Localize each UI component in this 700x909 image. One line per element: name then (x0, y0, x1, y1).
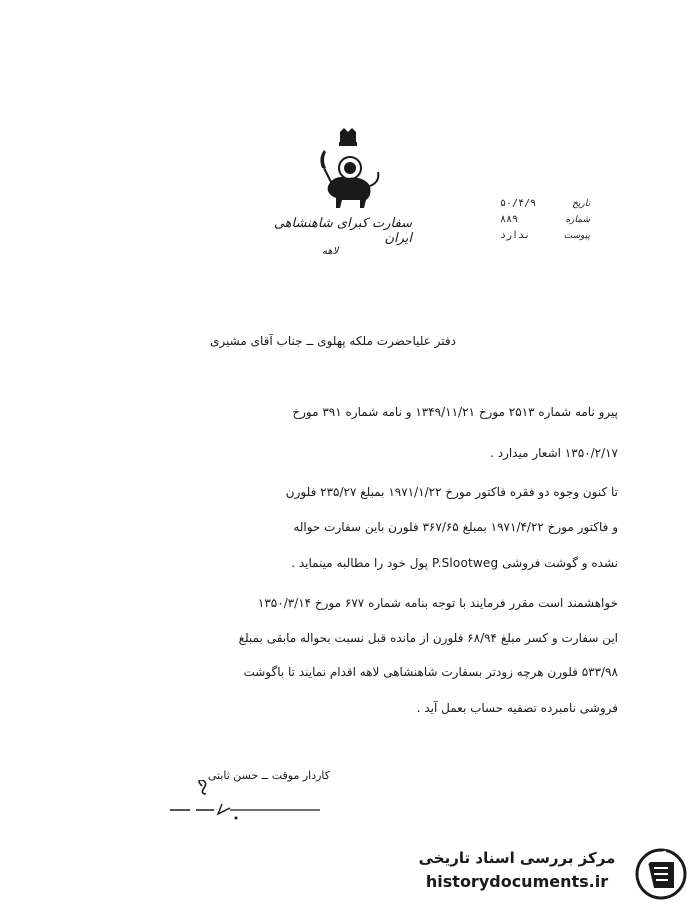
date-label: تاریخ (572, 199, 590, 209)
body-line: ۱۳۵۰/۲/۱۷ اشعار میدارد . (490, 446, 618, 460)
signer-line: کاردار موقت ــ حسن ثابتی (207, 769, 330, 782)
body-line: فروشی نامبرده تصفیه حساب بعمل آید . (416, 701, 618, 715)
date-value: ۵۰/۴/۹ (500, 198, 537, 209)
watermark-url: historydocuments.ir (425, 872, 609, 891)
attachment-row (500, 228, 590, 244)
attachment-value: ندارد (500, 230, 531, 241)
body-line: و فاکتور مورخ ۱۹۷۱/۴/۲۲ بمبلغ ۳۶۷/۶۵ فلورن باین سفارت حواله (293, 520, 618, 534)
body-line: خواهشمند است مقرر فرمایند با توجه بنامه شماره ۶۷۷ مورخ ۱۳۵۰/۳/۱۴ (257, 596, 618, 610)
addressee-line: دفتر علیاحضرت ملکه پهلوی ــ جناب آقای مشیری (210, 334, 456, 348)
reference-block (500, 196, 590, 244)
body-line: این سفارت و کسر مبلغ ۶۸/۹۴ فلورن از مانده قبل نسبت بحواله مابقی بمبلغ (238, 631, 618, 645)
embassy-city: لاهه (322, 246, 339, 257)
body-line: نشده و گوشت فروشی P.Slootweg پول خود را مطالبه مینماید . (291, 556, 618, 570)
date-row (500, 196, 590, 212)
body-line: پیرو نامه شماره ۲۵۱۳ مورخ ۱۳۴۹/۱۱/۲۱ و نامه شماره ۳۹۱ مورخ (292, 405, 618, 419)
archive-watermark (406, 846, 696, 902)
number-value: ۸۸۹ (500, 214, 519, 225)
body-line: ۵۳۳/۹۸ فلورن هرچه زودتر بسفارت شاهنشاهی لاهه اقدام نمایند تا باگوشت (243, 665, 618, 679)
archive-logo-icon (632, 848, 690, 900)
attachment-label: پیوست (563, 231, 590, 241)
handwritten-signature (170, 780, 320, 820)
body-line: تا کنون وجوه دو فقره فاکتور مورخ ۱۹۷۱/۱/۲۲ بمبلغ ۲۳۵/۲۷ فلورن (285, 485, 618, 499)
embassy-name: سفارت کبرای شاهنشاهی ایران (273, 216, 412, 246)
watermark-text (406, 846, 628, 894)
watermark-title: مرکز بررسی اسناد تاریخی (418, 849, 616, 867)
number-label: شماره (565, 215, 590, 225)
lion-and-sun-emblem-icon (312, 128, 384, 212)
number-row (500, 212, 590, 228)
